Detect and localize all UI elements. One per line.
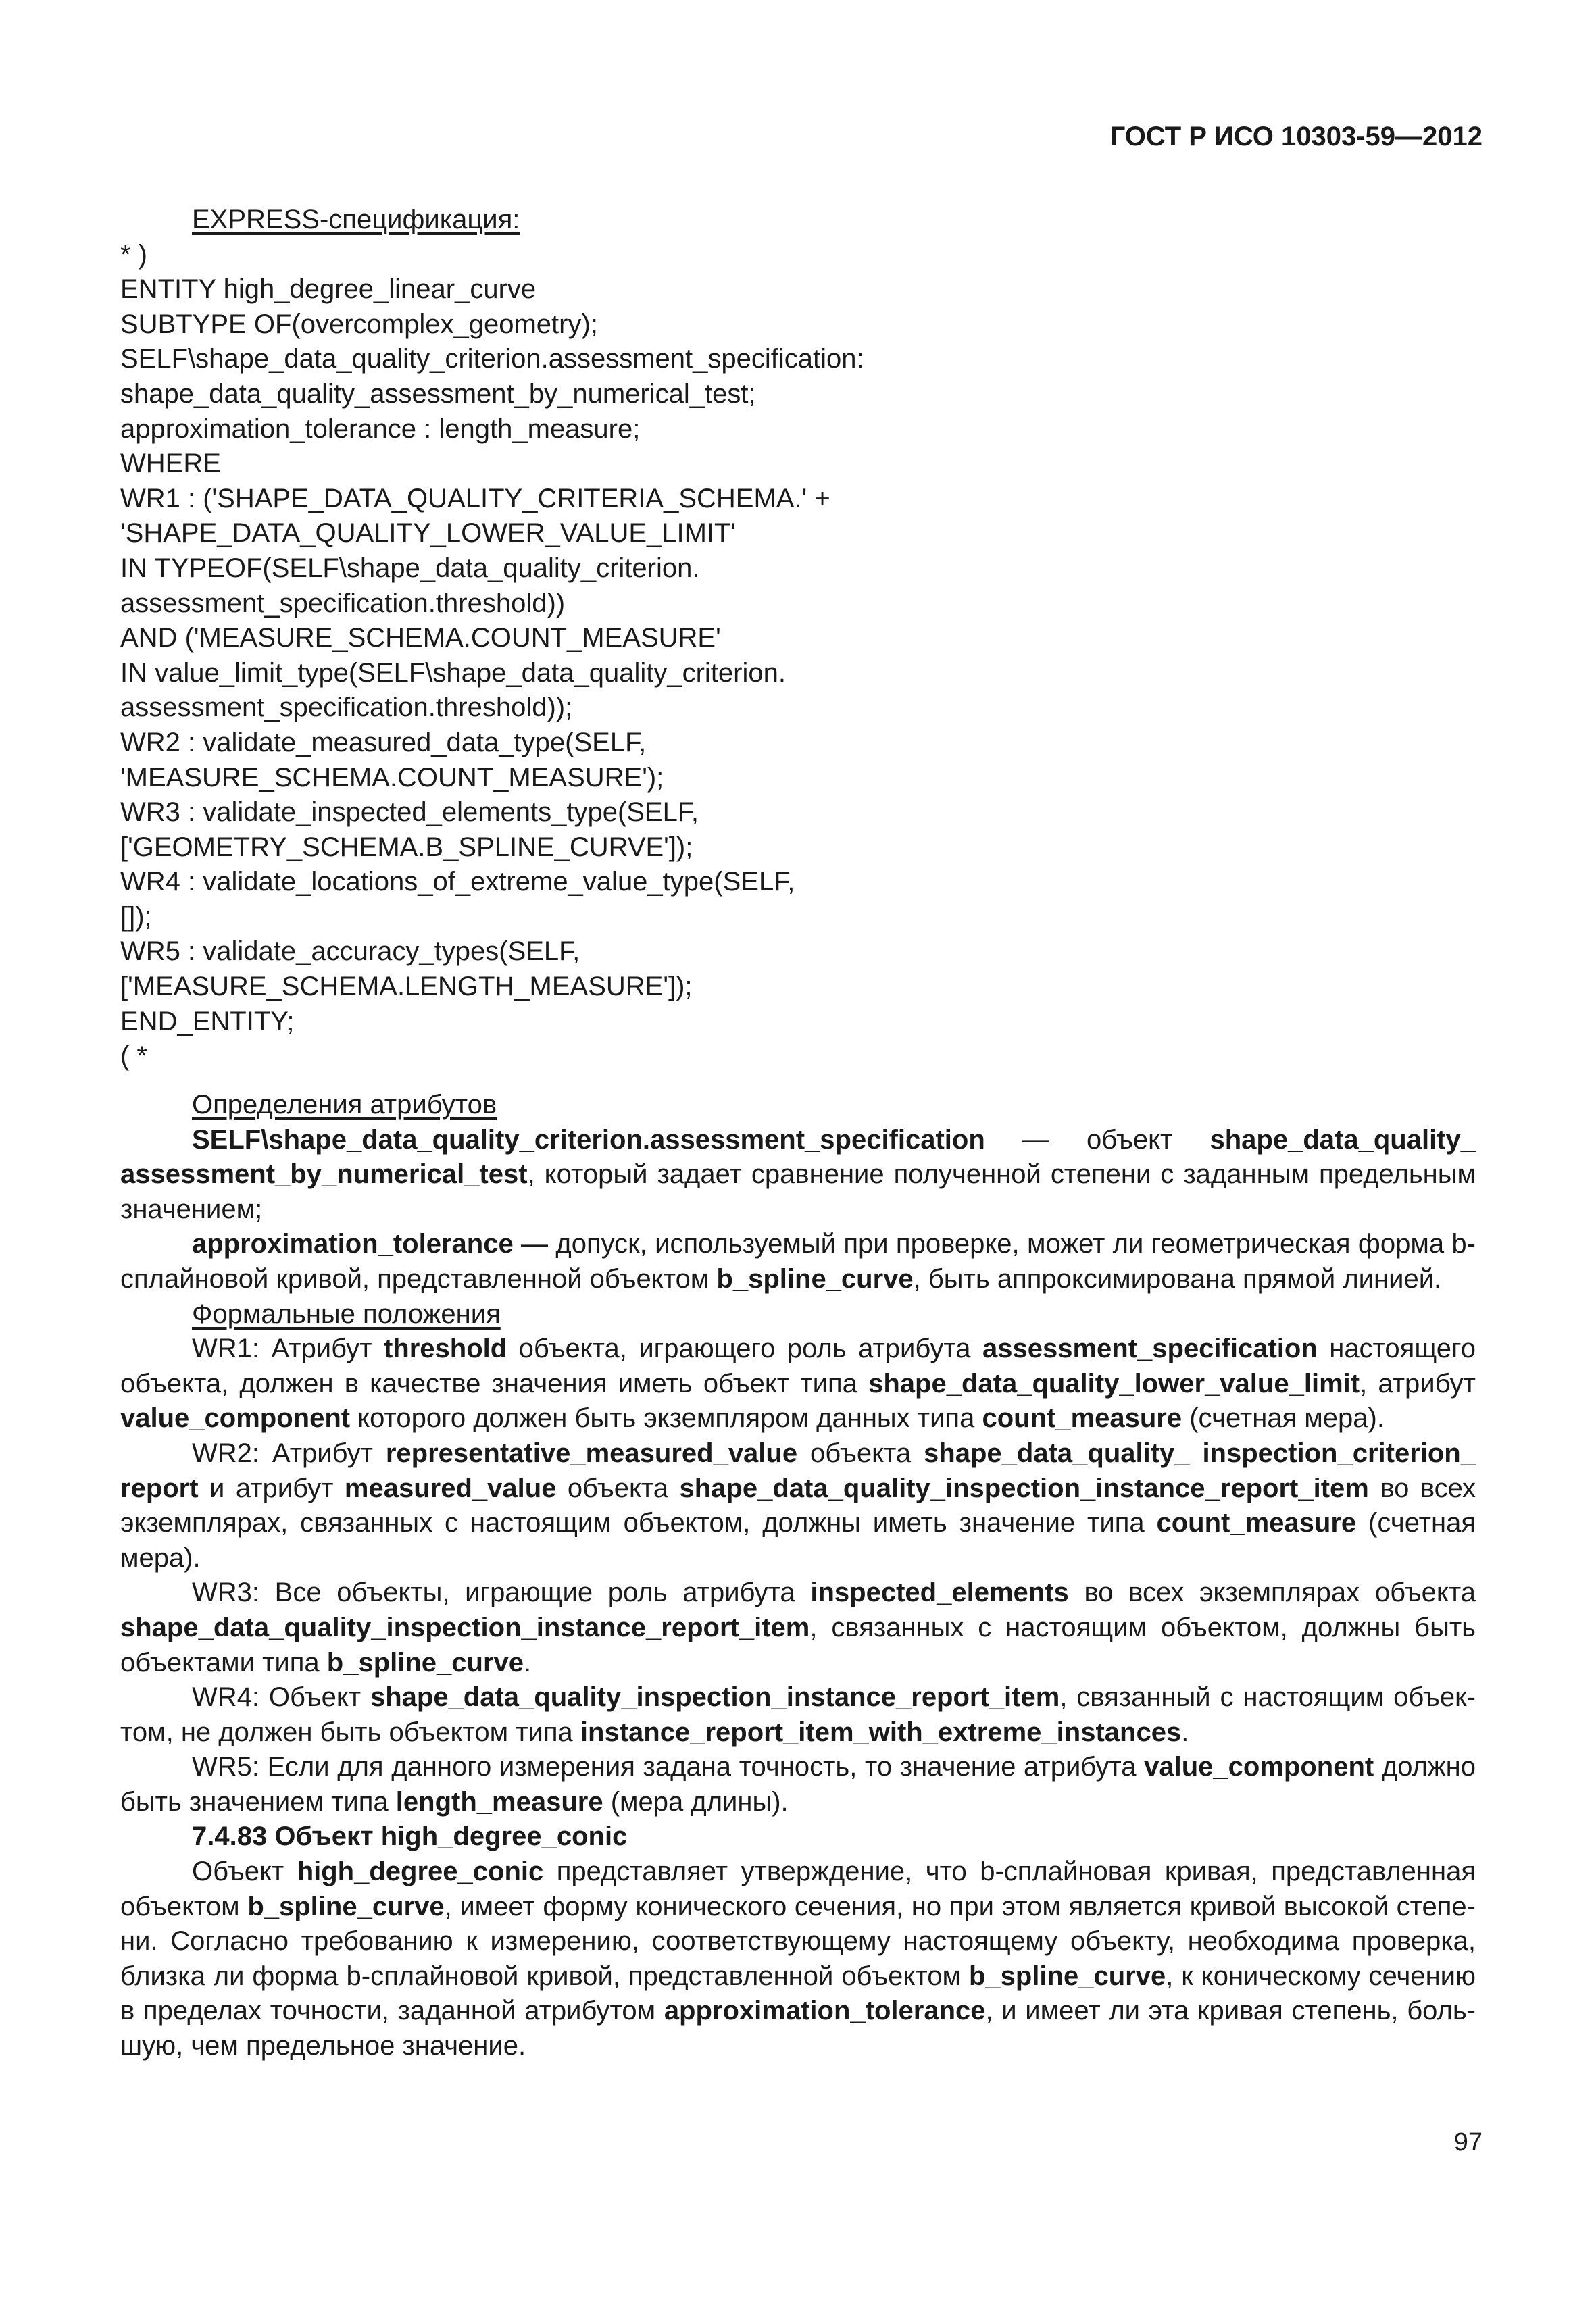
code-line: ( * — [120, 1041, 147, 1072]
code-line: IN TYPEOF(SELF\shape_data_quality_criterion. — [120, 553, 700, 583]
page-number: 97 — [1453, 2128, 1482, 2157]
code-line: AND ('MEASURE_SCHEMA.COUNT_MEASURE' — [120, 623, 721, 653]
rule-wr1: WR1: Атрибут threshold объекта, играющего роль атрибута assessment_specification настоящего объекта, должен в качестве значения иметь объект типа shape_data_quality_lower_value_limit, атрибут value_component которого должен быть экземпляром данных типа count_measure (счетная мера). — [120, 1334, 1476, 1434]
code-line: approximation_tolerance : length_measure; — [120, 413, 641, 444]
code-line: assessment_specification.threshold)); — [120, 693, 573, 723]
term: SELF\shape_data_quality_criterion.assessment_specification — [192, 1124, 985, 1155]
express-specification — [120, 203, 1485, 1074]
code-line: ENTITY high_degree_linear_curve — [120, 274, 537, 305]
code-line: SELF\shape_data_quality_criterion.assessment_specification: — [120, 344, 864, 374]
term: shape_data_quality_ assessment_by_numerical_test — [120, 1124, 1476, 1190]
attribute-definition: SELF\shape_data_quality_criterion.assessment_specification — объект shape_data_quality_ assessment_by_numerical_test, который задает сравнение полученной степени с заданным предельным значением; — [120, 1124, 1476, 1224]
code-line: WR2 : validate_measured_data_type(SELF, — [120, 727, 647, 757]
term: approximation_tolerance — [192, 1229, 514, 1259]
prose-body — [120, 1088, 1476, 2064]
code-line: WR1 : ('SHAPE_DATA_QUALITY_CRITERIA_SCHEMA.' + — [120, 483, 830, 513]
code-line: WR5 : validate_accuracy_types(SELF, — [120, 936, 580, 967]
code-line: WHERE — [120, 449, 221, 479]
attribute-definition: approximation_tolerance — допуск, используемый при проверке, может ли геометрическая форма b-сплайновой кривой, представленной объектом b_spline_curve, быть аппроксимирована прямой линией. — [120, 1229, 1476, 1294]
express-heading: EXPRESS-спецификация: — [192, 205, 520, 234]
code-line: WR4 : validate_locations_of_extreme_value_type(SELF, — [120, 867, 795, 897]
section-paragraph: Объект high_degree_conic представляет утверждение, что b-сплайновая кривая, представленная объектом b_spline_curve, имеет форму конического сечения, но при этом является кривой высокой степе-ни. Согласно требованию к измерению, соответствующему настоящему объекту, необходима проверка, близка ли форма b-сплайновой кривой, представленной объектом b_spline_curve, к коническому сечению в пределах точности, заданной атрибутом approximation_tolerance, и имеет ли эта кривая степень, боль-шую, чем предельное значение. — [120, 1857, 1476, 2061]
attributes-heading: Определения атрибутов — [192, 1090, 497, 1120]
code-line: ['MEASURE_SCHEMA.LENGTH_MEASURE']); — [120, 972, 693, 1002]
rule-wr3: WR3: Все объекты, играющие роль атрибута inspected_elements во всех экземплярах объекта shape_data_quality_inspection_instance_report_item, связанных с настоящим объектом, должны быть объектами типа b_spline_curve. — [120, 1578, 1476, 1678]
code-line: IN value_limit_type(SELF\shape_data_quality_criterion. — [120, 657, 786, 688]
term: b_spline_curve — [716, 1263, 914, 1294]
code-line: * ) — [120, 239, 147, 270]
rule-wr5: WR5: Если для данного измерения задана точность, то значение атрибута value_component должно быть значением типа length_measure (мера длины). — [120, 1752, 1476, 1817]
formal-propositions-heading: Формальные положения — [192, 1299, 501, 1329]
code-line: 'MEASURE_SCHEMA.COUNT_MEASURE'); — [120, 762, 664, 793]
code-line: 'SHAPE_DATA_QUALITY_LOWER_VALUE_LIMIT' — [120, 518, 737, 549]
rule-wr4: WR4: Объект shape_data_quality_inspection_instance_report_item, связанный с настоящим объек-том, не должен быть объектом типа instance_report_item_with_extreme_instances. — [120, 1682, 1476, 1747]
code-line: assessment_specification.threshold)) — [120, 588, 566, 618]
code-line: SUBTYPE OF(overcomplex_geometry); — [120, 309, 598, 339]
rule-wr2: WR2: Атрибут representative_measured_value объекта shape_data_quality_ inspection_criterion_ report и атрибут measured_value объекта shape_data_quality_inspection_instance_report_item во всех экземплярах, связанных с настоящим объектом, должны иметь значение типа count_measure (счетная мера). — [120, 1438, 1476, 1573]
code-line: ['GEOMETRY_SCHEMA.B_SPLINE_CURVE']); — [120, 832, 693, 862]
section-heading: 7.4.83 Объект high_degree_conic — [192, 1821, 628, 1852]
document-header: ГОСТ Р ИСО 10303-59—2012 — [1109, 122, 1482, 151]
code-line: shape_data_quality_assessment_by_numerical_test; — [120, 378, 756, 409]
code-line: END_ENTITY; — [120, 1006, 295, 1036]
code-line: []); — [120, 901, 152, 932]
code-line: WR3 : validate_inspected_elements_type(SELF, — [120, 797, 699, 828]
